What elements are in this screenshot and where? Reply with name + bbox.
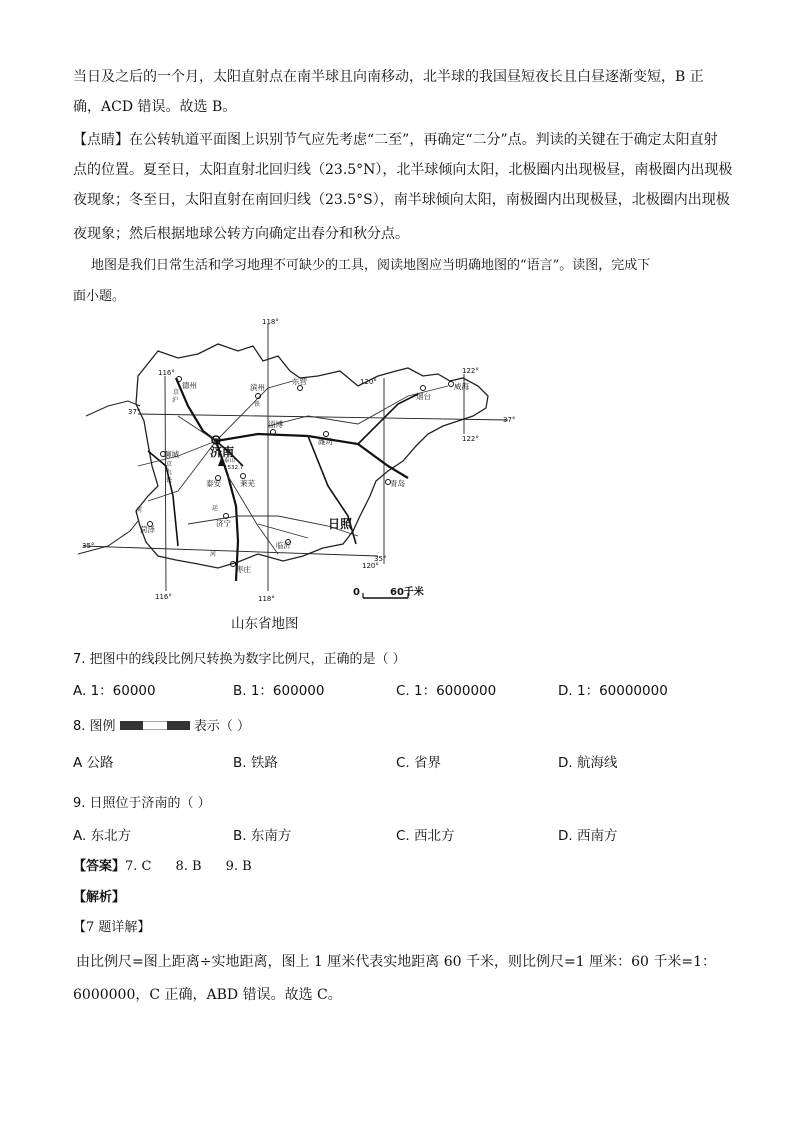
railway-mark: 河	[210, 551, 217, 558]
city-label-jinan: 济南	[210, 445, 235, 459]
parallel-35	[83, 546, 378, 556]
province-outline	[136, 344, 488, 568]
q8-stem-before: 8. 图例	[73, 719, 116, 734]
q8-option-b: B. 铁路	[233, 755, 278, 771]
q8-option-c: C. 省界	[396, 755, 442, 771]
railway-mark: 铁	[166, 477, 173, 484]
railway-mark: 京	[173, 389, 180, 396]
lat-label: 37°	[503, 416, 516, 424]
lon-label: 122°	[462, 367, 479, 375]
question-9-stem: 9. 日照位于济南的（ ）	[73, 796, 211, 811]
text-line: 点的位置。夏至日，太阳直射北回归线（23.5°N），北半球倾向太阳，北极圈内出现极昼，南极圈内出现极	[73, 162, 733, 178]
q9-option-d: D. 西南方	[558, 828, 618, 844]
lat-label: 35°	[82, 542, 95, 550]
city-marker	[324, 432, 329, 437]
q8-option-a: A 公路	[73, 755, 114, 771]
city-marker	[421, 386, 426, 391]
lat-label: 37°	[128, 408, 141, 416]
intro-line: 地图是我们日常生活和学习地理不可缺少的工具，阅读地图应当明确地图的“语言”。读图，完成下	[91, 258, 651, 273]
city-marker	[298, 386, 303, 391]
city-label: 枣庄	[236, 565, 251, 574]
city-label: 菏泽	[140, 525, 155, 534]
answer-item: 7. C	[125, 859, 152, 874]
railway-mark: 运	[212, 505, 219, 512]
question-8-stem	[73, 717, 250, 737]
railway-legend-symbol	[120, 721, 190, 730]
q7-option-b: B. 1：600000	[233, 683, 325, 699]
railway-mark: 沪	[172, 397, 179, 404]
city-label: 莱芜	[240, 479, 255, 488]
railway-line	[216, 434, 408, 478]
city-label: 烟台	[416, 392, 431, 401]
city-label-rizhao: 日照	[328, 517, 353, 531]
city-label: 临沂	[276, 541, 291, 550]
peak-label: 泰山	[224, 458, 236, 464]
road-lines	[138, 381, 448, 554]
city-label: 威海	[454, 382, 469, 391]
q7-option-c: C. 1：6000000	[396, 683, 497, 699]
text-line: 夜现象；然后根据地球公转方向确定出春分和秋分点。	[73, 226, 409, 242]
q8-stem-after: 表示（ ）	[193, 719, 250, 734]
q7-option-d: D. 1：60000000	[558, 683, 668, 699]
detail-line: 6000000，C 正确，ABD 错误。故选 C。	[73, 987, 342, 1003]
map-caption: 山东省地图	[231, 616, 299, 632]
city-label: 潍坊	[318, 437, 333, 446]
detail-line: 由比例尺=图上距离÷实地距离，图上 1 厘米代表实地距离 60 千米，则比例尺=1 厘米：60 千米=1：	[76, 954, 716, 970]
answer-label: 【答案】	[73, 859, 126, 874]
q8-option-d: D. 航海线	[558, 755, 618, 771]
answer-line	[73, 857, 252, 877]
map-figure	[78, 316, 533, 606]
lon-label: 116°	[155, 593, 172, 601]
railway-mark: 京	[166, 461, 173, 468]
city-label: 德州	[182, 381, 197, 390]
city-label: 聊城	[164, 450, 179, 459]
q9-option-a: A. 东北方	[73, 828, 132, 844]
city-label: 泰安	[206, 479, 221, 488]
answer-item: 9. B	[225, 859, 252, 874]
railway-mark: 铁	[254, 401, 261, 408]
scale-zero: 0	[353, 587, 360, 598]
intro-line: 面小题。	[73, 289, 126, 304]
answer-item: 8. B	[175, 859, 202, 874]
lat-label: 35°	[374, 555, 387, 563]
city-label: 东营	[292, 377, 307, 386]
city-label: 淄博	[268, 420, 283, 429]
lon-label: 118°	[258, 595, 275, 603]
lon-label: 120°	[362, 562, 379, 570]
text-line: 当日及之后的一个月，太阳直射点在南半球且向南移动，北半球的我国昼短夜长且白昼逐渐变短，B 正	[73, 69, 704, 85]
city-marker	[241, 474, 246, 479]
text-line: 【点睛】在公转轨道平面图上识别节气应先考虑“二至”，再确定“二分”点。判读的关键在于确定太阳直射	[73, 132, 718, 148]
q7-option-a: A. 1：60000	[73, 683, 156, 699]
lon-label: 118°	[262, 318, 279, 326]
lon-label: 116°	[158, 369, 175, 377]
city-marker	[449, 382, 454, 387]
q9-option-b: B. 东南方	[233, 828, 292, 844]
city-label: 济宁	[216, 519, 231, 528]
lon-label: 120°	[360, 378, 377, 386]
railway-mark: 九	[166, 469, 173, 476]
scale-label: 60千米	[390, 587, 424, 598]
analysis-label: 【解析】	[73, 890, 126, 905]
shandong-map	[78, 316, 533, 606]
elevation-label: 1532.7	[224, 465, 244, 471]
text-line: 夜现象；冬至日，太阳直射在南回归线（23.5°S），南半球倾向太阳，南极圈内出现极昼，北极圈内出现极	[73, 192, 730, 208]
railway-mark: 河	[136, 507, 143, 514]
city-label: 青岛	[390, 479, 405, 488]
city-label: 滨州	[250, 383, 265, 392]
text-line: 确，ACD 错误。故选 B。	[73, 99, 237, 115]
question-7-stem: 7. 把图中的线段比例尺转换为数字比例尺，正确的是（ ）	[73, 652, 406, 667]
q9-option-c: C. 西北方	[396, 828, 455, 844]
detail-label: 【7 题详解】	[73, 920, 151, 935]
lon-label: 122°	[462, 435, 479, 443]
city-marker	[214, 438, 217, 441]
